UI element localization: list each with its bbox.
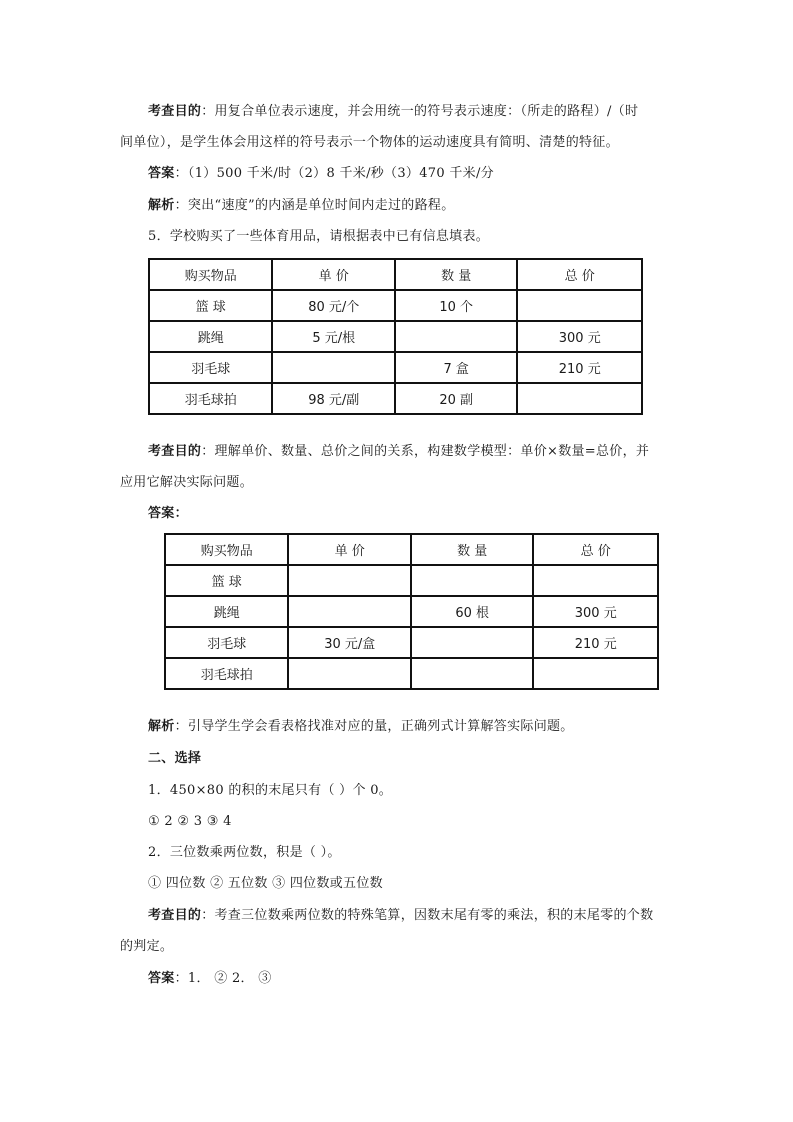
answer-label: 答案 (148, 166, 175, 181)
table-cell: 10 个 (395, 290, 517, 321)
purpose-paragraph-2-cont: 应用它解决实际问题。 (120, 475, 254, 490)
table-cell: 210 元 (517, 352, 642, 383)
table-cell (288, 596, 411, 627)
table-cell: 篮 球 (149, 290, 272, 321)
analysis-label: 解析 (148, 198, 175, 213)
answer-label: 答案 (148, 971, 175, 986)
answer-paragraph-3 (148, 971, 272, 987)
table-cell: 210 元 (533, 627, 658, 658)
table-cell (533, 658, 658, 689)
table-cell: 300 元 (517, 321, 642, 352)
table-cell (411, 658, 533, 689)
table-row (165, 565, 658, 596)
table-row (165, 627, 658, 658)
choice-question-2: 2．三位数乘两位数，积是（ ）。 (148, 845, 341, 860)
table-cell: 300 元 (533, 596, 658, 627)
table-cell: 羽毛球拍 (149, 383, 272, 414)
table-cell (517, 290, 642, 321)
header-cell: 单 价 (288, 534, 411, 565)
header-cell: 总 价 (533, 534, 658, 565)
analysis-paragraph-1 (148, 198, 455, 214)
choice-question-1: 1．450×80 的积的末尾只有（ ）个 0。 (148, 783, 393, 798)
purpose-paragraph-1-cont: 间单位），是学生体会用这样的符号表示一个物体的运动速度具有简明、清楚的特征。 (120, 135, 619, 150)
header-cell: 购买物品 (165, 534, 288, 565)
table-cell: 5 元/根 (272, 321, 395, 352)
purpose-label: 考查目的 (148, 104, 202, 119)
table-cell: 篮 球 (165, 565, 288, 596)
analysis-text: ：突出“速度”的内涵是单位时间内走过的路程。 (174, 198, 455, 213)
table-cell (411, 627, 533, 658)
table-row (149, 352, 642, 383)
purpose-text: ：理解单价、数量、总价之间的关系，构建数学模型：单价×数量=总价，并 (201, 444, 650, 459)
header-cell: 总 价 (517, 259, 642, 290)
table-cell: 60 根 (411, 596, 533, 627)
table-cell: 30 元/盒 (288, 627, 411, 658)
answer-text: ：1． ② 2． ③ (174, 971, 272, 986)
purpose-paragraph-3-cont: 的判定。 (120, 939, 174, 954)
purpose-label: 考查目的 (148, 908, 202, 923)
choice-question-1-options: ① 2 ② 3 ③ 4 (148, 814, 232, 829)
answer-text: ：（1）500 千米/时（2）8 千米/秒（3）470 千米/分 (174, 166, 494, 181)
answer-label-2: 答案： (148, 506, 188, 521)
question-5-text: 5．学校购买了一些体育用品，请根据表中已有信息填表。 (148, 229, 490, 244)
table-cell: 羽毛球拍 (165, 658, 288, 689)
choice-question-2-options: ① 四位数 ② 五位数 ③ 四位数或五位数 (148, 876, 383, 891)
question-table (148, 258, 643, 415)
purpose-paragraph-3 (148, 908, 653, 924)
table-cell (272, 352, 395, 383)
answer-table (164, 533, 659, 690)
table-cell (533, 565, 658, 596)
table-cell: 20 副 (395, 383, 517, 414)
table-cell (411, 565, 533, 596)
table-cell: 98 元/副 (272, 383, 395, 414)
analysis-text: ：引导学生学会看表格找准对应的量，正确列式计算解答实际问题。 (174, 719, 574, 734)
table-cell: 7 盒 (395, 352, 517, 383)
table-cell: 跳绳 (149, 321, 272, 352)
table-row (149, 321, 642, 352)
purpose-text: ：考查三位数乘两位数的特殊笔算，因数末尾有零的乘法，积的末尾零的个数 (201, 908, 654, 923)
table-header-row (149, 259, 642, 290)
analysis-label: 解析 (148, 719, 175, 734)
header-cell: 购买物品 (149, 259, 272, 290)
table-row (165, 596, 658, 627)
table-header-row (165, 534, 658, 565)
table-cell (395, 321, 517, 352)
purpose-paragraph-2 (148, 444, 649, 460)
table-cell (288, 565, 411, 596)
purpose-text: ：用复合单位表示速度，并会用统一的符号表示速度：（所走的路程）/（时 (201, 104, 639, 119)
header-cell: 单 价 (272, 259, 395, 290)
table-cell: 羽毛球 (149, 352, 272, 383)
table-row (165, 658, 658, 689)
table-row (149, 383, 642, 414)
table-cell: 跳绳 (165, 596, 288, 627)
header-cell: 数 量 (395, 259, 517, 290)
header-cell: 数 量 (411, 534, 533, 565)
table-cell (517, 383, 642, 414)
analysis-paragraph-2 (148, 719, 574, 735)
table-row (149, 290, 642, 321)
purpose-paragraph-1 (148, 104, 638, 120)
purpose-label: 考查目的 (148, 444, 202, 459)
answer-paragraph-1 (148, 166, 494, 182)
table-cell: 羽毛球 (165, 627, 288, 658)
section-heading: 二、选择 (148, 751, 202, 766)
table-cell: 80 元/个 (272, 290, 395, 321)
table-cell (288, 658, 411, 689)
